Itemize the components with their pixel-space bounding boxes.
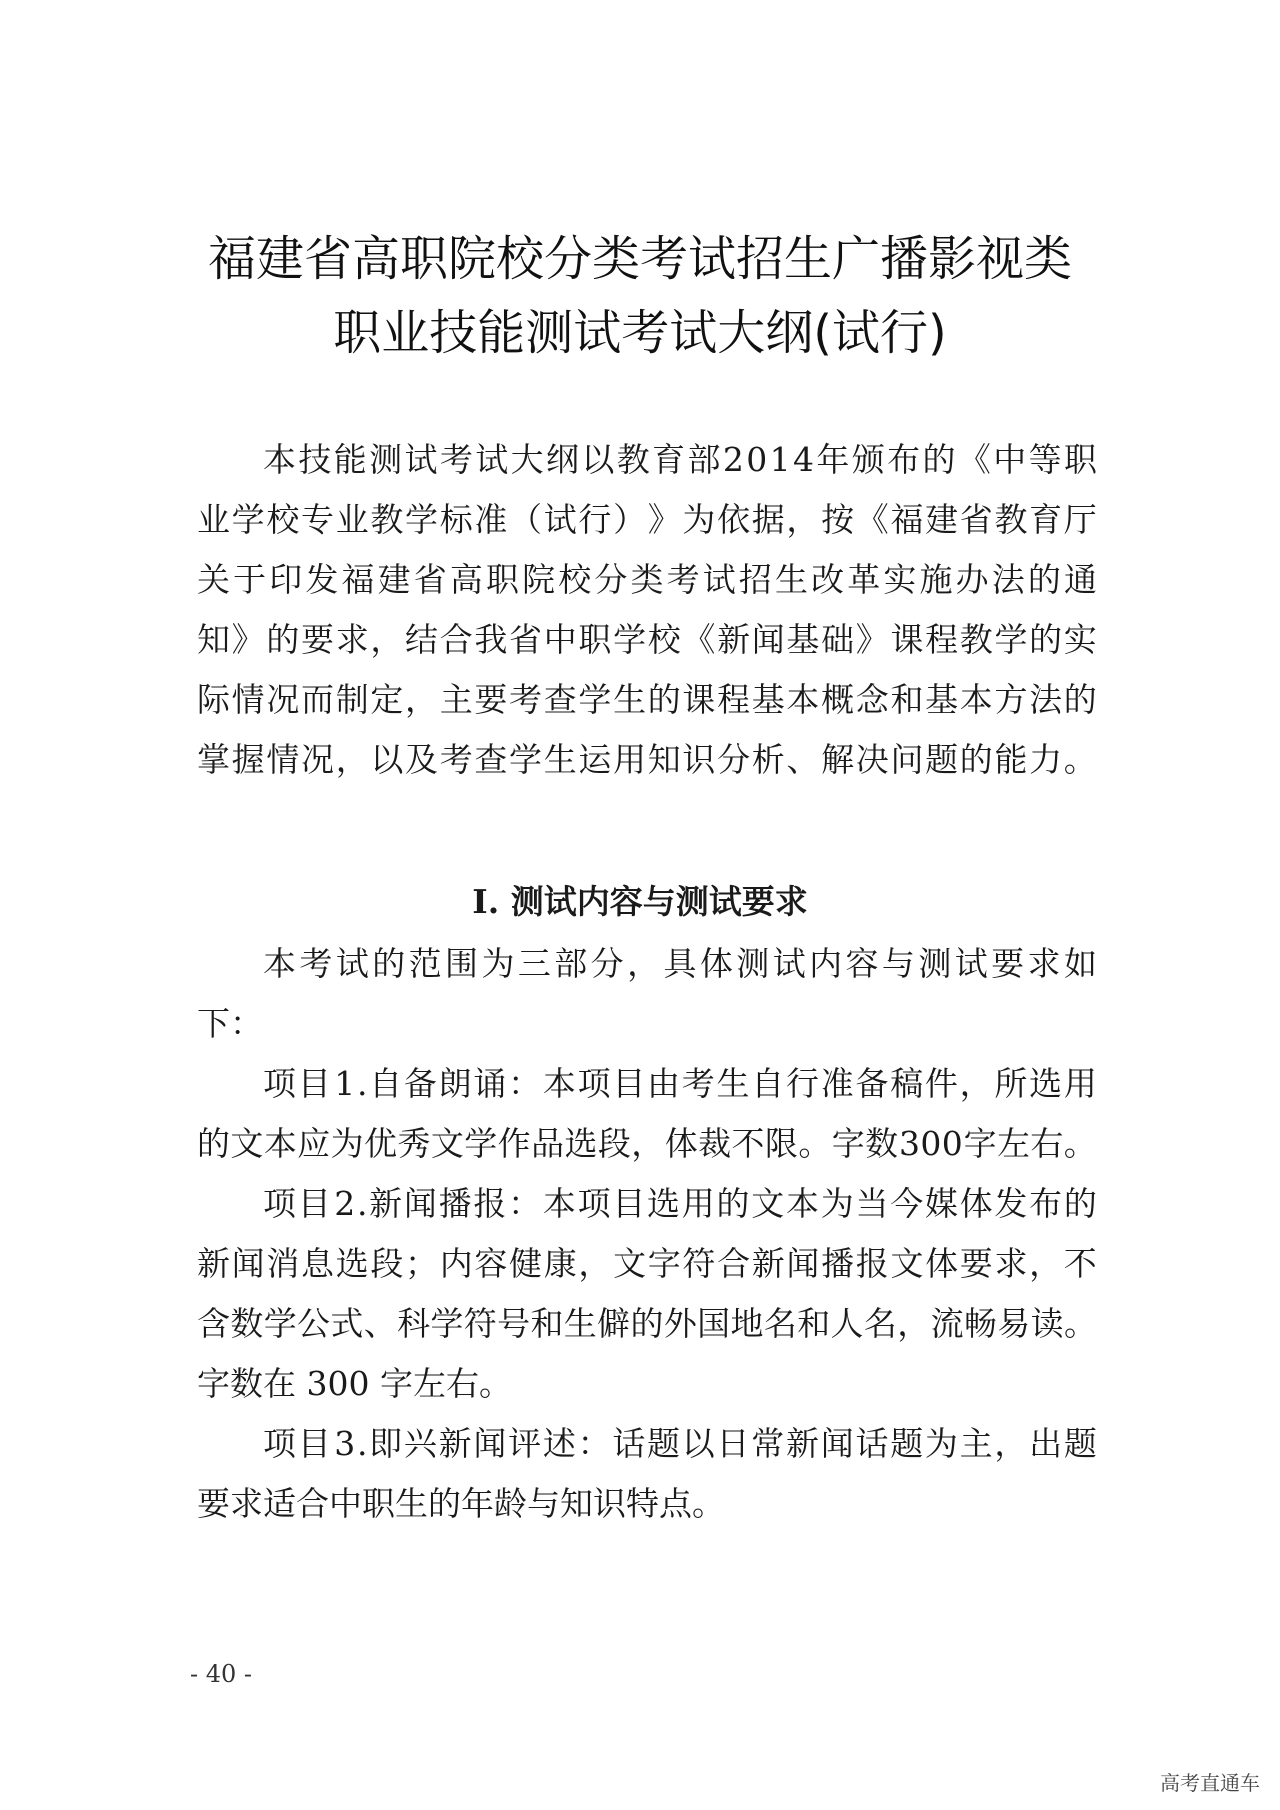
section-line: 含 数 学 公 式 、 科 学 符 号 和 生 僻 的 外 国 地 名 和 人 名 ， 流 畅 易 读 。 (197, 1304, 1097, 1343)
section-heading: I. 测试内容与测试要求 (472, 882, 808, 921)
section-line: 项 目 2 . 新 闻 播 报 ： 本 项 目 选 用 的 文 本 为 当 今 媒 体 发 布 的 (263, 1184, 1097, 1223)
intro-line: 际 情 况 而 制 定 ， 主 要 考 查 学 生 的 课 程 基 本 概 念 和 基 本 方 法 的 (197, 680, 1097, 719)
watermark-text: 高考直通车 (1160, 1771, 1260, 1795)
section-line: 项 目 3 . 即 兴 新 闻 评 述 ： 话 题 以 日 常 新 闻 话 题 为 主 ， 出 题 (263, 1424, 1097, 1463)
intro-line: 本 技 能 测 试 考 试 大 纲 以 教 育 部 2 0 1 4 年 颁 布 的 《 中 等 职 (263, 440, 1097, 479)
intro-line: 关 于 印 发 福 建 省 高 职 院 校 分 类 考 试 招 生 改 革 实 施 办 法 的 通 (197, 560, 1097, 599)
section-line: 新 闻 消 息 选 段 ； 内 容 健 康 ， 文 字 符 合 新 闻 播 报 文 体 要 求 ， 不 (197, 1244, 1097, 1283)
document-title-line-2: 职业技能测试考试大纲(试行) (333, 305, 947, 361)
section-line: 要求适合中职生的年龄与知识特点。 (197, 1484, 725, 1523)
section-line: 项 目 1 . 自 备 朗 诵 ： 本 项 目 由 考 生 自 行 准 备 稿 件 ， 所 选 用 (263, 1064, 1097, 1103)
intro-paragraph (197, 430, 1097, 790)
intro-line: 掌 握 情 况 ， 以 及 考 查 学 生 运 用 知 识 分 析 、 解 决 问 题 的 能 力 。 (197, 740, 1097, 779)
section-line: 的 文 本 应 为 优 秀 文 学 作 品 选 段 ， 体 裁 不 限 。 字 数 3 0 0 字 左 右 。 (197, 1124, 1097, 1163)
section-line: 字数在 300 字左右。 (197, 1364, 512, 1403)
section-line: 本 考 试 的 范 围 为 三 部 分 ， 具 体 测 试 内 容 与 测 试 要 求 如 (263, 944, 1097, 983)
document-title-line-1: 福建省高职院校分类考试招生广播影视类 (207, 231, 1072, 287)
page-number: - 40 - (190, 1660, 253, 1688)
intro-line: 知 》 的 要 求 ， 结 合 我 省 中 职 学 校 《 新 闻 基 础 》 课 程 教 学 的 实 (197, 620, 1097, 659)
section-line: 下： (197, 1004, 263, 1043)
intro-line: 业 学 校 专 业 教 学 标 准 （ 试 行 ） 》 为 依 据 ， 按 《 福 建 省 教 育 厅 (197, 500, 1097, 539)
section-body (197, 934, 1097, 1534)
